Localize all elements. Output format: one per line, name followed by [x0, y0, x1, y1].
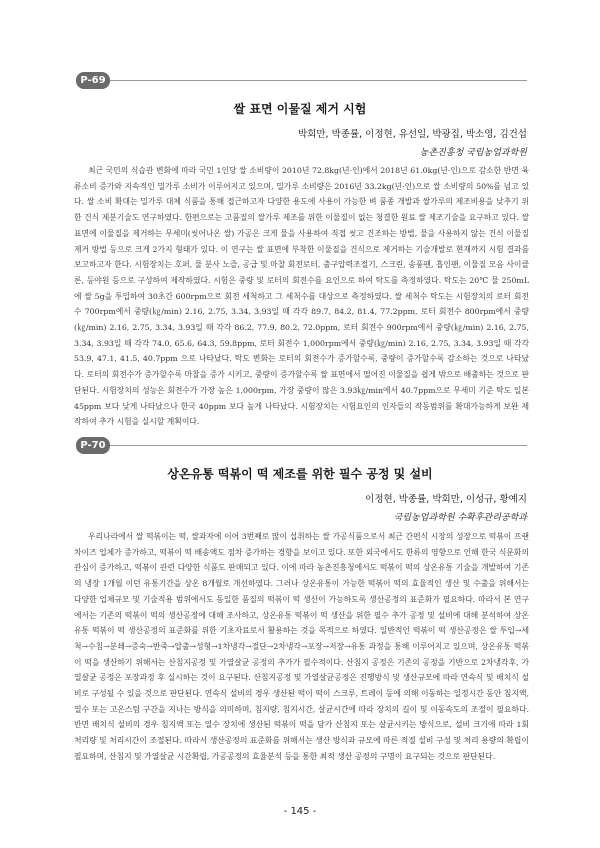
page-number: - 145 - [283, 806, 317, 817]
section-badge: P-70 [76, 437, 110, 454]
authors: 이정현, 박종률, 박회만, 이성규, 황예지 [365, 494, 527, 505]
abstract-body: 우리나라에서 쌀 떡볶이는 떡, 쌀과자에 이어 3번째로 많이 섭취하는 쌀 가공식품으로서 최근 간편식 시장의 성장으로 떡볶이 프랜차이즈 업체가 증가하고, 떡볶이 떡 배송액도 점차 증가하는 경향을 보이고 있다. 또한 외국에서도 한류의 영향으로 인해 한국 식문화의 관심이 증가하고, 떡볶이 관련 다양한 식품도 판매되고 있다. 이에 따라 농촌진흥청에서도 떡볶이 떡의 상온유통 기술을 개발하여 기존의 냉장 1개월 이던 유통기간을 상온 8개월로 개선하였다. 그러나 상온유통이 가능한 떡볶이 떡의 효율적인 생산 및 수출을 위해서는 다양한 업체규모 및 기술적용 범위에서도 동일한 품질의 떡볶이 떡 생산이 가능하도록 생산공정의 표준화가 필요하다. 따라서 본 연구에서는 기존의 떡볶이 떡의 생산공정에 대해 조사하고, 상온유통 떡볶이 떡 생산을 위한 필수 추가 공정 및 설비에 대해 분석하여 상온유통 떡볶이 떡 생산공정의 표준화를 위한 기초자료로서 활용하는 것을 목적으로 하였다. 일반적인 떡볶이 떡 생산공정은 쌀 투입→세척→수침→분쇄→증숙→반죽→압출→성형→1차냉각→절단→2차냉각→포장→저장→유통 과정을 통해 이루어지고 있으며, 상온유통 떡볶이 떡을 생산하기 위해서는 산침지공정 및 가열살균 공정의 추가가 필수적이다. 산침지 공정은 기존의 공정을 기반으로 2차냉각후, 가열살균 공정은 포장과정 후 실시하는 것이 요구된다. 산침지공정 및 가열살균공정은 진행방식 및 생산규모에 따라 연속식 및 배치식 설비로 구성될 수 있을 것으로 판단된다. 연속식 설비의 경우 생산된 떡이 떡이 스크루, 트레이 등에 의해 이동하는 일정시간 동안 침지액, 열수 또는 고온스팀 구간을 지나는 방식을 의미하며, 침지량, 침지시간, 살균시간에 따라 장치의 길이 및 이동속도의 조절이 필요하다. 반면 배치식 설비의 경우 침지액 또는 열수 장치에 생산된 떡볶이 떡을 담가 산침지 또는 살균시키는 방식으로, 설비 크기에 따라 1회 처리량 및 처리시간이 조절된다. 따라서 생산공정의 표준화를 위해서는 생산 방식과 규모에 따른 적절 설비 구성 및 처리 용량의 확립이 필요하며, 산침지 및 가열살균 시간확립, 가공공정의 효율분석 등을 통한 최적 생산 공정의 구명이 요구되는 것으로 판단된다. [74, 532, 529, 761]
section-badge: P-69 [76, 72, 110, 89]
affiliation: 농촌진흥청 국립농업과학원 [419, 148, 527, 158]
section-title: 상온유통 떡볶이 떡 제조를 위한 필수 공정 및 설비 [167, 467, 433, 481]
abstract-body: 최근 국민의 식습관 변화에 따라 국민 1인당 쌀 소비량이 2010년 72.8kg(년·인)에서 2018년 61.0kg(년·인)으로 감소한 반면 육류소비 증가와 지속적인 밀가루 소비가 이루어지고 있으며, 밀가루 소비량은 2016년 33.2kg(년·인)으로 쌀 소비량의 50%를 넘고 있다. 쌀 소비 확대는 밀가루 대체 식품을 통해 접근하고자 다양한 용도에 사용이 가능한 벼 품종 개발과 쌀가루의 제조비용을 낮추기 위한 건식 제분기술도 연구하였다. 한편으로는 고품질의 쌀가루 제조를 위한 이물질이 없는 청결한 원료 쌀 제조기술을 요구하고 있다. 쌀 표면에 이물질을 제거하는 무세미(씻어나온 쌀) 가공은 크게 물을 사용하여 직접 씻고 건조하는 방법, 물을 사용하지 않는 건식 이물질 제거 방법 등으로 크게 2가지 형태가 있다. 이 연구는 쌀 표면에 부착한 이물질을 건식으로 제거하는 기술개발로 현재까지 시험 결과를 보고하고자 한다. 시험장치는 호퍼, 물 분사 노즐, 공급 및 마찰 회전로터, 출구압력조절기, 스크린, 송풍팬, 흡인팬, 이물질 모음 사이클론, 등야원 등으로 구성하여 제작하였다. 시험은 중량 및 로터의 회전수를 요인으로 하여 탁도를 측정하였다. 탁도는 20℃ 물 250mL에 쌀 5g을 투입하여 30초간 600rpm으로 회전 세척하고 그 세척수를 대상으로 측정하였다. 쌀 세척수 탁도는 시험장치의 로터 회전수 700rpm에서 중량(㎏/min) 2.16, 2.75, 3.34, 3.93일 때 각각 89.7, 84.2, 81.4, 77.2ppm, 로터 회전수 800rpm에서 중량(㎏/min) 2.16, 2.75, 3.34, 3.93일 때 각각 86.2, 77.9, 80.2, 72.0ppm, 로터 회전수 900rpm에서 중량(㎏/min) 2.16, 2.75, 3.34, 3.93일 때 각각 74.0, 65.6, 64.3, 59.8ppm, 로터 회전수 1,000rpm에서 중량(㎏/min) 2.16, 2.75, 3.34, 3.93일 때 각각53.9, 47.1, 41.5, 40.7ppm 으로 나타났다. 탁도 변화는 로터의 회전수가 증가할수록, 중량이 증가할수록 감소하는 것으로 나타났다. 로터의 회전수가 증가할수록 마찰을 증가 시키고, 중량이 증가할수록 쌀 표면에서 떨어진 이물질을 쉽게 밖으로 배출하는 것으로 판단된다. 시험장치의 성능은 회전수가 가장 높은 1,000rpm, 가장 중량이 많은 3.93㎏/min에서 40.7ppm으로 무세미 기준 탁도 일본 45ppm 보다 낮게 나타났으나 한국 40ppm 보다 높게 나타났다. 시험장치는 시험요인의 인자들의 작동범위를 확대가능하게 보완 제작하여 추가 시험을 실시할 계획이다. [74, 166, 529, 427]
divider [110, 445, 527, 446]
authors: 박회만, 박종률, 이정현, 유선일, 박광집, 박소영, 김건섭 [298, 129, 527, 140]
section-title: 쌀 표면 이물질 제거 시험 [233, 102, 367, 116]
affiliation: 국립농업과학원 수확후관리공학과 [393, 513, 527, 523]
divider [110, 80, 527, 81]
